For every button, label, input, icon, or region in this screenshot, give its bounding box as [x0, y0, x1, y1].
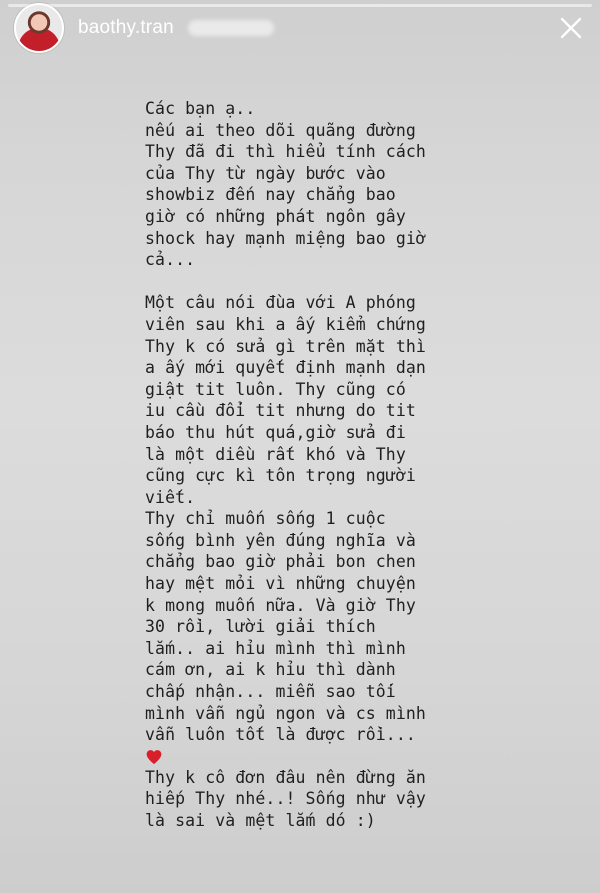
story-line: hay mệt mỏi vì những chuyện: [145, 574, 416, 594]
close-icon: [559, 16, 583, 40]
heart-icon: [145, 748, 163, 766]
story-line: sống bình yên đúng nghĩa và: [145, 530, 416, 550]
story-line: nếu ai theo dõi quãng đường: [145, 120, 416, 140]
story-line: viên sau khi a ấy kiểm chứng: [145, 314, 426, 334]
story-line: chấp nhận... miễn sao tối: [145, 682, 396, 702]
blurred-timestamp: [188, 20, 274, 36]
story-line: báo thu hút quá,giờ sửa đi: [145, 422, 406, 442]
blank-line: [145, 271, 585, 293]
story-line: hiếp Thy nhé..! Sống như vậy: [145, 789, 426, 809]
story-line: là sai và mệt lắm dó :): [145, 811, 376, 830]
close-button[interactable]: [556, 13, 586, 43]
username[interactable]: baothy.tran: [78, 17, 174, 38]
story-line: Một câu nói đùa với A phóng: [145, 293, 416, 313]
story-line: mình vẫn ngủ ngon và cs mình: [145, 703, 426, 723]
story-line: shock hay mạnh miệng bao giờ: [145, 228, 426, 248]
story-line: giật tit luôn. Thy cũng có: [145, 379, 406, 399]
story-line: Thy đã đi thì hiểu tính cách: [145, 142, 426, 162]
story-line: chẳng bao giờ phải bon chen: [145, 552, 416, 572]
story-line: viết.: [145, 487, 196, 507]
story-line: Các bạn ạ..: [145, 99, 256, 118]
story-line: lắm.. ai hỉu mình thì mình: [145, 638, 406, 658]
story-line: Thy k có sửa gì trên mặt thì: [145, 336, 426, 356]
story-line: Thy chỉ muốn sống 1 cuộc: [145, 509, 386, 529]
avatar[interactable]: [14, 3, 64, 53]
story-closing: [145, 767, 585, 832]
story-line: vẫn luôn tốt là được rồi...: [145, 725, 416, 745]
story-line: của Thy từ ngày bước vào: [145, 163, 386, 183]
story-header: [14, 6, 586, 50]
story-line: showbiz đến nay chẳng bao: [145, 185, 396, 205]
story-paragraphs: [145, 98, 585, 746]
story-line: iu cầu đổi tit nhưng do tit: [145, 401, 416, 421]
story-line: cũng cực kì tôn trọng người: [145, 466, 416, 486]
story-line: a ấy mới quyết định mạnh dạn: [145, 358, 426, 378]
story-line: k mong muốn nữa. Và giờ Thy: [145, 595, 416, 615]
story-line: cám ơn, ai k hỉu thì dành: [145, 660, 396, 680]
story-line: Thy k cô đơn đâu nên đừng ăn: [145, 767, 426, 787]
story-line: giờ có những phát ngôn gây: [145, 206, 406, 226]
story-text: [145, 98, 585, 832]
story-line: 30 rồi, lười giải thích: [145, 617, 376, 637]
story-line: là một diều rất khó và Thy: [145, 444, 406, 464]
story-line: cả...: [145, 250, 196, 270]
